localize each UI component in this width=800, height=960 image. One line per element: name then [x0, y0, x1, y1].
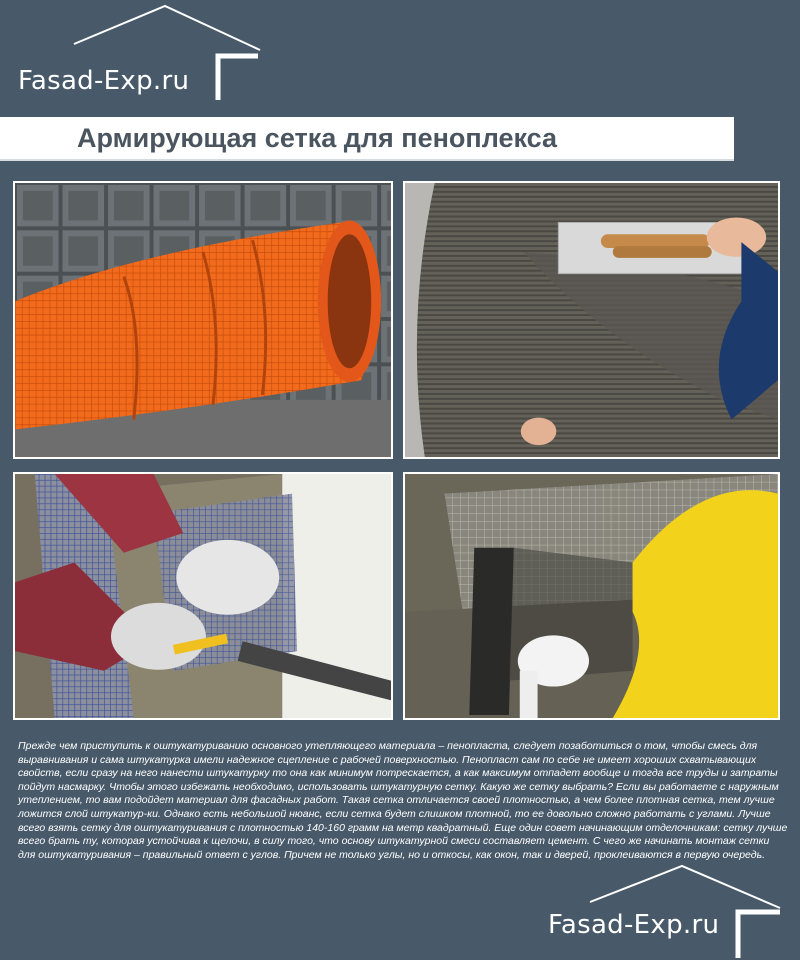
photo-smoothing-mesh-with-spatula — [403, 472, 780, 720]
page-title: Армирующая сетка для пеноплекса — [77, 123, 558, 153]
logo-top[interactable] — [12, 0, 262, 100]
house-roof-icon — [540, 858, 790, 958]
site-name: Fasad-Exp.ru — [548, 910, 720, 940]
article-text: Прежде чем приступить к оштукатуриванию основного утепляющего материала – пенопласта, следует позаботиться о том, чтобы смесь для выравнивания и сама штукатурка имели надежное сцепление с рабочей поверхностью. Пенопласт сам по себе не имеет хороших схватывающих свойств, если сразу на него нанести штукатурку то она как минимум потрескается, а как максимум отпадет вообще и тогда все труды и затраты пойдут насмарку. Чтобы этого избежать необходимо, использовать штукатурную сетку. Какую же сетку выбрать? Если вы работаете с наружным утеплением, то вам подойдет материал для фасадных работ. Такая сетка отличается своей плотностью, а чем более плотная сетка, тем лучше ложится слой штукатур-ки. Однако есть небольшой нюанс, если сетка будет слишком плотной, то ее довольно сложно работать с углами. Лучше всего взять сетку для оштукатуривания с плотностью 140-160 грамм на метр квадратный. Еще один совет начинающим отделочникам: сетку лучше всего брать ту, которая устойчива к щелочи, в силу того, что основу штукатурной смеси составляет цемент. С чего же начинать монтаж сетки для оштукатуривания – правильный ответ с углов. Причем не только углы, но и откосы, как окон, так и дверей, проклеиваются в первую очередь. — [18, 740, 788, 861]
logo-bottom[interactable] — [540, 858, 790, 958]
photo-trowel-on-wall — [403, 181, 780, 459]
photo-orange-mesh-roll — [13, 181, 393, 459]
photo-applying-blue-mesh — [13, 472, 393, 720]
title-bar — [0, 117, 734, 161]
site-name: Fasad-Exp.ru — [18, 66, 190, 96]
